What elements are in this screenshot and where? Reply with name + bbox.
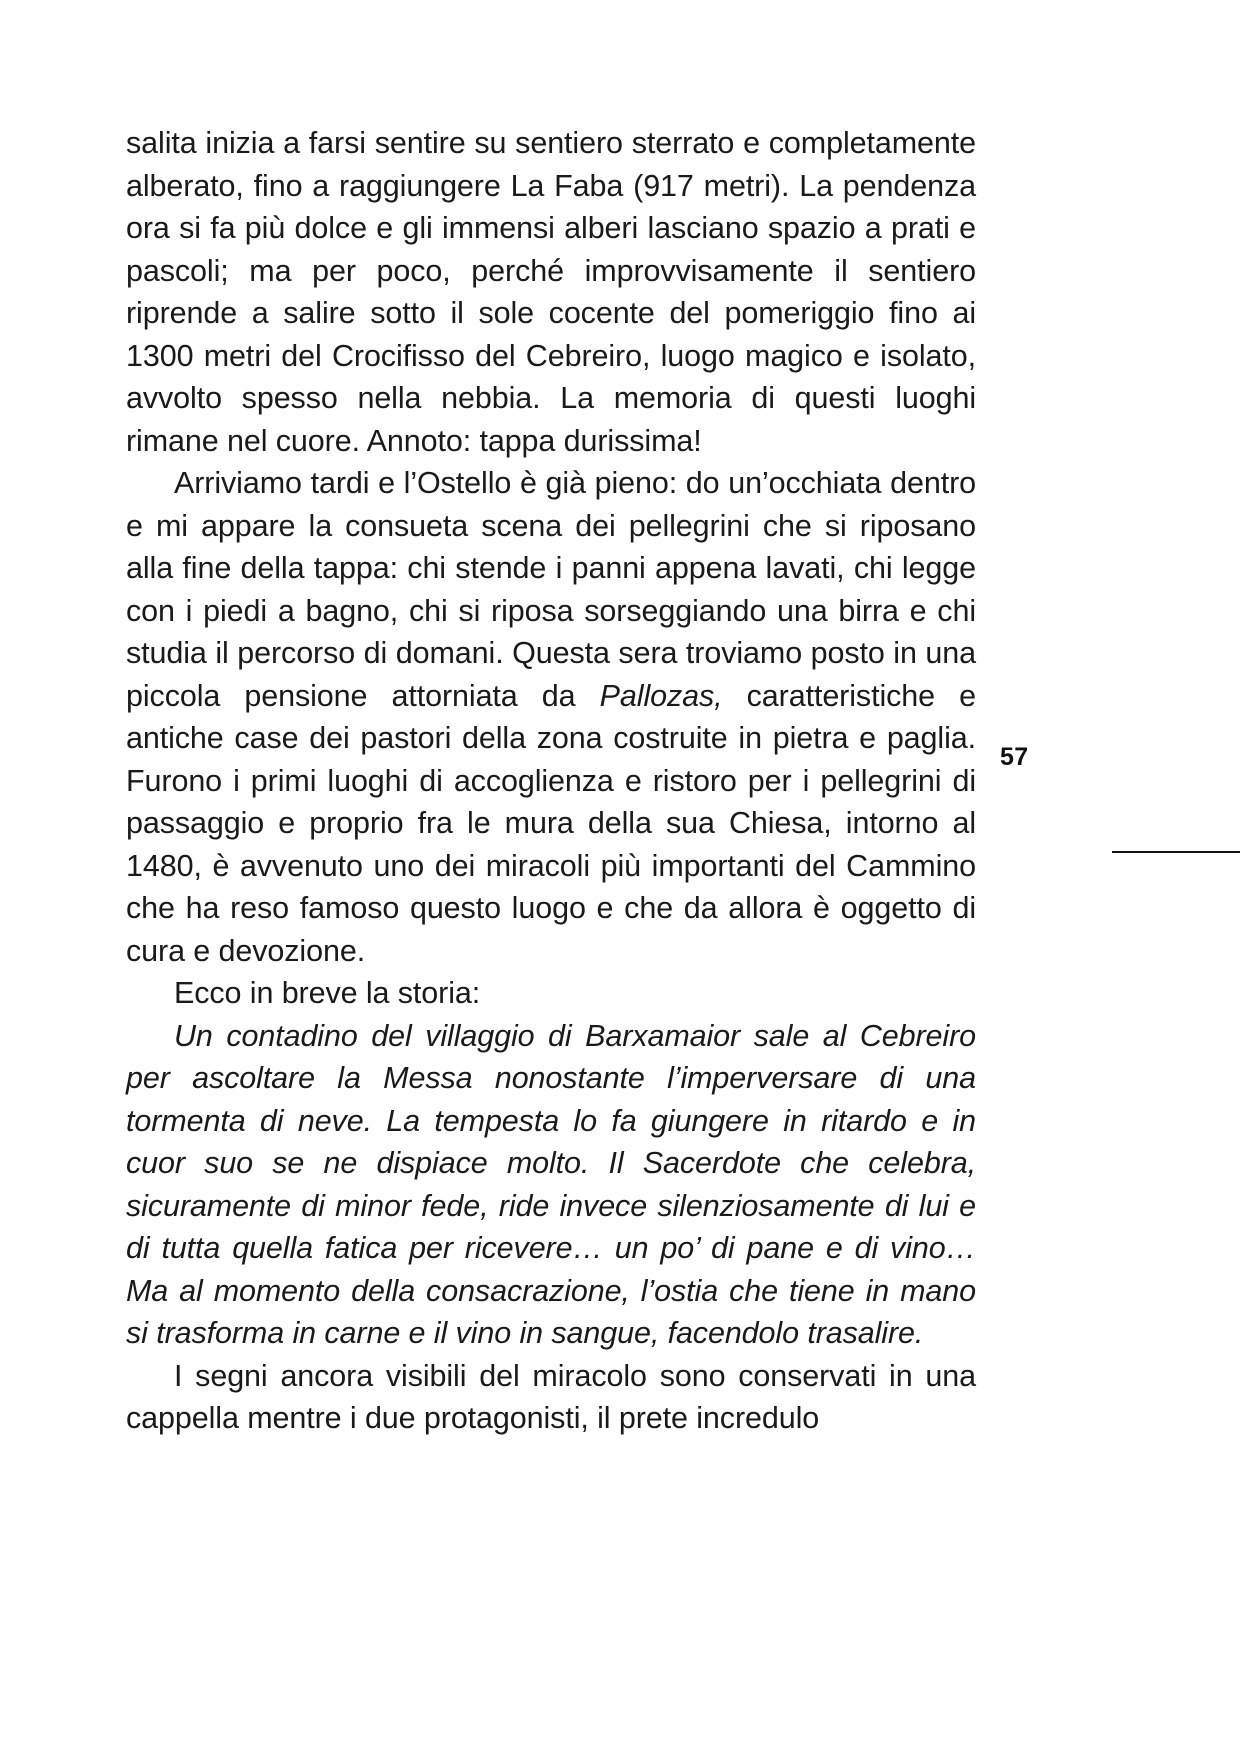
paragraph-segni-miracolo: I segni ancora visibili del miracolo sono conservati in una cappella mentre i due protagonisti, il prete incredulo bbox=[126, 1358, 976, 1435]
page-number-rule bbox=[1112, 851, 1240, 853]
page-text-column bbox=[126, 122, 976, 1440]
page-number: 57 bbox=[1000, 743, 1029, 771]
page-number-block bbox=[1000, 740, 1240, 774]
paragraph-ostello bbox=[126, 462, 976, 972]
paragraph-ostello-part-a: Arriviamo tardi e l’Ostello è già pieno: do un’occhiata dentro e mi appare la consueta scena dei pellegrini che si riposano alla fine della tappa: chi stende i panni appena lavati, chi legge con i piedi a bagno, chi si riposa sorseggiando una birra e chi studia il percorso di domani. Questa sera troviamo posto in una piccola pensione attorniata da bbox=[126, 466, 976, 713]
italic-term-pallozas: Pallozas, bbox=[599, 678, 723, 713]
paragraph-continuation: salita inizia a farsi sentire su sentiero sterrato e completamente alberato, fino a raggiungere La Faba (917 metri). La pendenza ora si fa più dolce e gli immensi alberi lasciano spazio a prati e pascoli; ma per poco, perché improvvisamente il sentiero riprende a salire sotto il sole cocente del pomeriggio fino ai 1300 metri del Crocifisso del Cebreiro, luogo magico e isolato, avvolto spesso nella nebbia. La memoria di questi luoghi rimane nel cuore. Annoto: tappa durissima! bbox=[126, 126, 976, 458]
paragraph-legend-italic: Un contadino del villaggio di Barxamaior sale al Cebreiro per ascoltare la Messa nonostante l’imperversare di una tormenta di neve. La tempesta lo fa giungere in ritardo e in cuor suo se ne dispiace molto. Il Sacerdote che celebra, sicuramente di minor fede, ride invece silenziosamente di lui e di tutta quella fatica per ricevere… un po’ di pane e di vino… Ma al momento della consacrazione, l’ostia che tiene in mano si trasforma in carne e il vino in sangue, facendolo trasalire. bbox=[126, 1018, 976, 1350]
paragraph-ostello-part-b: caratteristiche e antiche case dei pastori della zona costruite in pietra e paglia. Furono i primi luoghi di accoglienza e ristoro per i pellegrini di passaggio e proprio fra le mura della sua Chiesa, intorno al 1480, è avvenuto uno dei miracoli più importanti del Cammino che ha reso famoso questo luogo e che da allora è oggetto di cura e devozione. bbox=[126, 678, 976, 968]
paragraph-ecco-in-breve: Ecco in breve la storia: bbox=[174, 976, 481, 1010]
